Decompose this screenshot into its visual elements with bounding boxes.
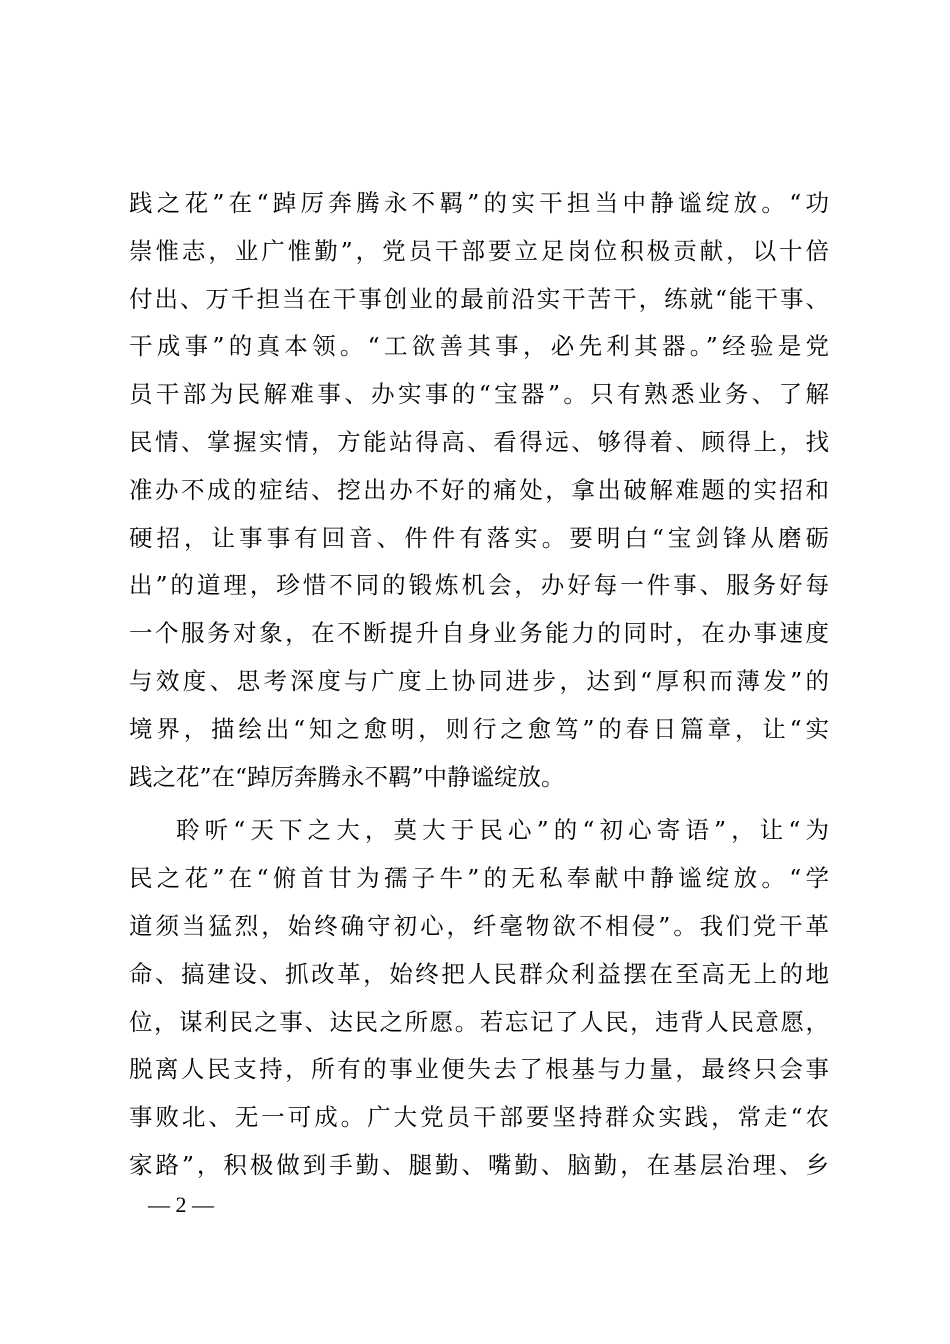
text-line: 家路”，积极做到手勤、腿勤、嘴勤、脑勤，在基层治理、乡 xyxy=(129,1150,829,1179)
text-line: 一个服务对象，在不断提升自身业务能力的同时，在办事速度 xyxy=(129,619,829,648)
text-line: 民之花”在“俯首甘为孺子牛”的无私奉献中静谧绽放。“学 xyxy=(129,864,829,893)
paragraph-1 xyxy=(129,180,829,801)
text-line: 命、搞建设、抓改革，始终把人民群众利益摆在至高无上的地 xyxy=(129,959,829,988)
page-number: — 2 — xyxy=(148,1192,214,1217)
text-line: 干成事”的真本领。“工欲善其事，必先利其器。”经验是党 xyxy=(129,332,829,361)
text-line: 硬招，让事事有回音、件件有落实。要明白“宝剑锋从磨砺 xyxy=(129,523,829,552)
text-line: 民情、掌握实情，方能站得高、看得远、够得着、顾得上，找 xyxy=(129,427,829,456)
text-line: 位，谋利民之事、达民之所愿。若忘记了人民，违背人民意愿， xyxy=(129,1007,829,1036)
text-line: 事败北、无一可成。广大党员干部要坚持群众实践，常走“农 xyxy=(129,1103,829,1132)
text-line: 准办不成的症结、挖出办不好的痛处，拿出破解难题的实招和 xyxy=(129,475,829,504)
text-line: 崇惟志，业广惟勤”，党员干部要立足岗位积极贡献，以十倍 xyxy=(129,236,829,265)
text-line: 聆听“天下之大，莫大于民心”的“初心寄语”，让“为 xyxy=(176,816,829,845)
text-line: 脱离人民支持，所有的事业便失去了根基与力量，最终只会事 xyxy=(129,1055,829,1084)
text-line: 出”的道理，珍惜不同的锻炼机会，办好每一件事、服务好每 xyxy=(129,571,829,600)
text-line: 与效度、思考深度与广度上协同进步，达到“厚积而薄发”的 xyxy=(129,666,829,695)
text-line: 员干部为民解难事、办实事的“宝器”。只有熟悉业务、了解 xyxy=(129,380,829,409)
text-line: 境界，描绘出“知之愈明，则行之愈笃”的春日篇章，让“实 xyxy=(129,714,829,743)
text-line: 付出、万千担当在干事创业的最前沿实干苦干，练就“能干事、 xyxy=(129,284,829,313)
body-text xyxy=(129,180,829,1190)
text-line: 践之花”在“踔厉奔腾永不羁”的实干担当中静谧绽放。“功 xyxy=(129,189,829,217)
paragraph-2 xyxy=(129,807,829,1189)
text-line: 道须当猛烈，始终确守初心，纤毫物欲不相侵”。我们党干革 xyxy=(129,911,829,940)
text-line: 践之花”在“踔厉奔腾永不羁”中静谧绽放。 xyxy=(129,762,565,791)
